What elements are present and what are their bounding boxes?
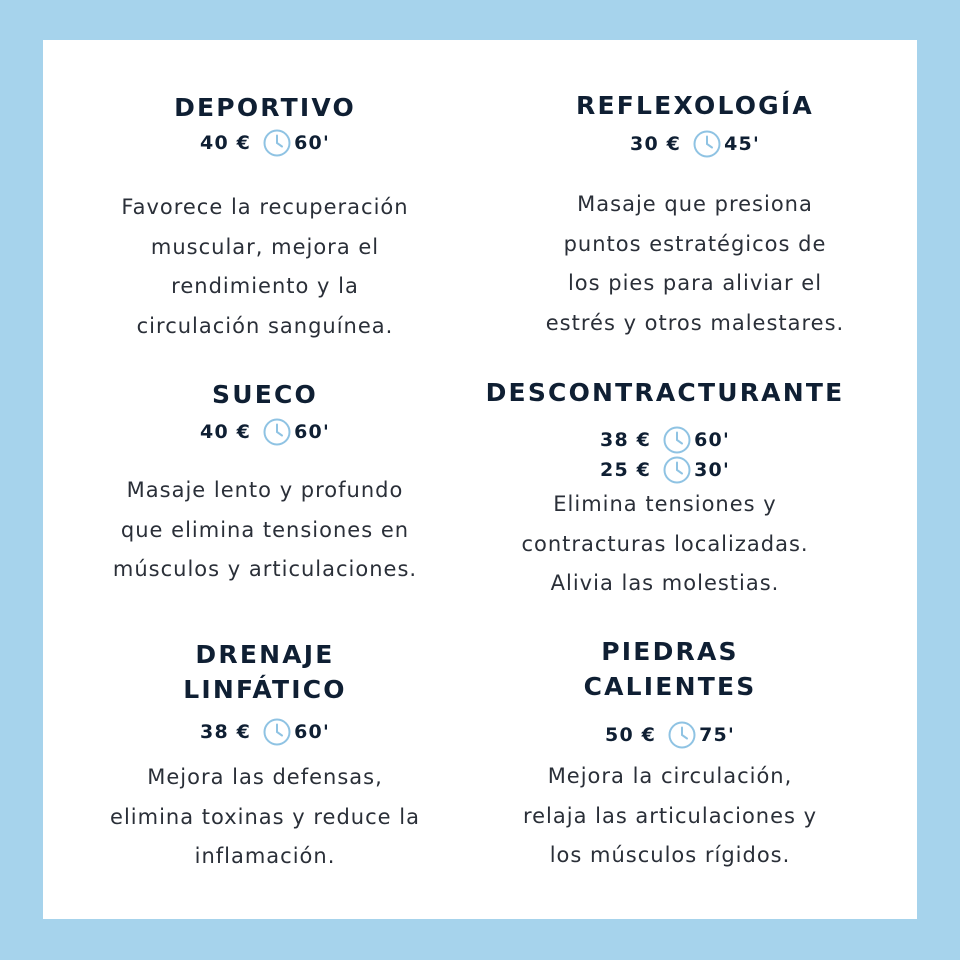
- service-title: REFLEXOLOGÍA: [576, 91, 814, 120]
- clock-icon: [663, 426, 691, 454]
- duration: 45': [724, 133, 760, 155]
- clock-icon: [668, 721, 696, 749]
- price: 50 €: [605, 724, 657, 746]
- price: 25 €: [600, 459, 652, 481]
- service-title-line: LINFÁTICO: [183, 675, 347, 704]
- price-row: [495, 720, 845, 750]
- duration: 60': [294, 132, 330, 154]
- service-description: Elimina tensiones y contracturas localizadas. Alivia las molestias.: [521, 492, 809, 595]
- service-title: [90, 637, 440, 707]
- clock-icon: [263, 129, 291, 157]
- service-drenaje-linfatico: [90, 637, 440, 877]
- price: 40 €: [200, 132, 252, 154]
- clock-icon: [263, 718, 291, 746]
- service-description: Favorece la recuperación muscular, mejora el rendimiento y la circulación sanguínea.: [121, 195, 409, 338]
- clock-icon: [263, 418, 291, 446]
- service-description: Masaje lento y profundo que elimina tensiones en músculos y articulaciones.: [112, 478, 418, 581]
- duration: 75': [699, 724, 735, 746]
- service-title: [495, 634, 845, 704]
- price-row: [510, 129, 880, 159]
- duration: 60': [294, 721, 330, 743]
- price-row: [90, 417, 440, 447]
- price: 30 €: [630, 133, 682, 155]
- service-title: DESCONTRACTURANTE: [485, 378, 845, 407]
- price-row: [100, 128, 430, 158]
- service-title-line: CALIENTES: [583, 672, 757, 701]
- service-description: Masaje que presiona puntos estratégicos de los pies para aliviar el estrés y otros malestares.: [545, 192, 845, 335]
- service-deportivo: [100, 90, 430, 346]
- duration: 60': [294, 421, 330, 443]
- clock-icon: [663, 456, 691, 484]
- service-piedras-calientes: [495, 634, 845, 876]
- price: 38 €: [600, 429, 652, 451]
- price-row: [90, 717, 440, 747]
- service-title: DEPORTIVO: [174, 93, 356, 122]
- price: 40 €: [200, 421, 252, 443]
- duration: 60': [694, 429, 730, 451]
- service-title-line: PIEDRAS: [601, 637, 739, 666]
- duration: 30': [694, 459, 730, 481]
- service-description: Mejora las defensas, elimina toxinas y reduce la inflamación.: [110, 765, 420, 868]
- clock-icon: [693, 130, 721, 158]
- service-sueco: [90, 377, 440, 590]
- service-descontracturante: [465, 375, 865, 604]
- price: 38 €: [200, 721, 252, 743]
- price-row: [465, 455, 865, 485]
- price-row: [465, 425, 865, 455]
- service-title-line: DRENAJE: [195, 640, 335, 669]
- service-reflexologia: [510, 88, 880, 343]
- service-description: Mejora la circulación, relaja las articulaciones y los músculos rígidos.: [522, 764, 818, 867]
- menu-card: [43, 40, 917, 919]
- service-title: SUECO: [212, 380, 318, 409]
